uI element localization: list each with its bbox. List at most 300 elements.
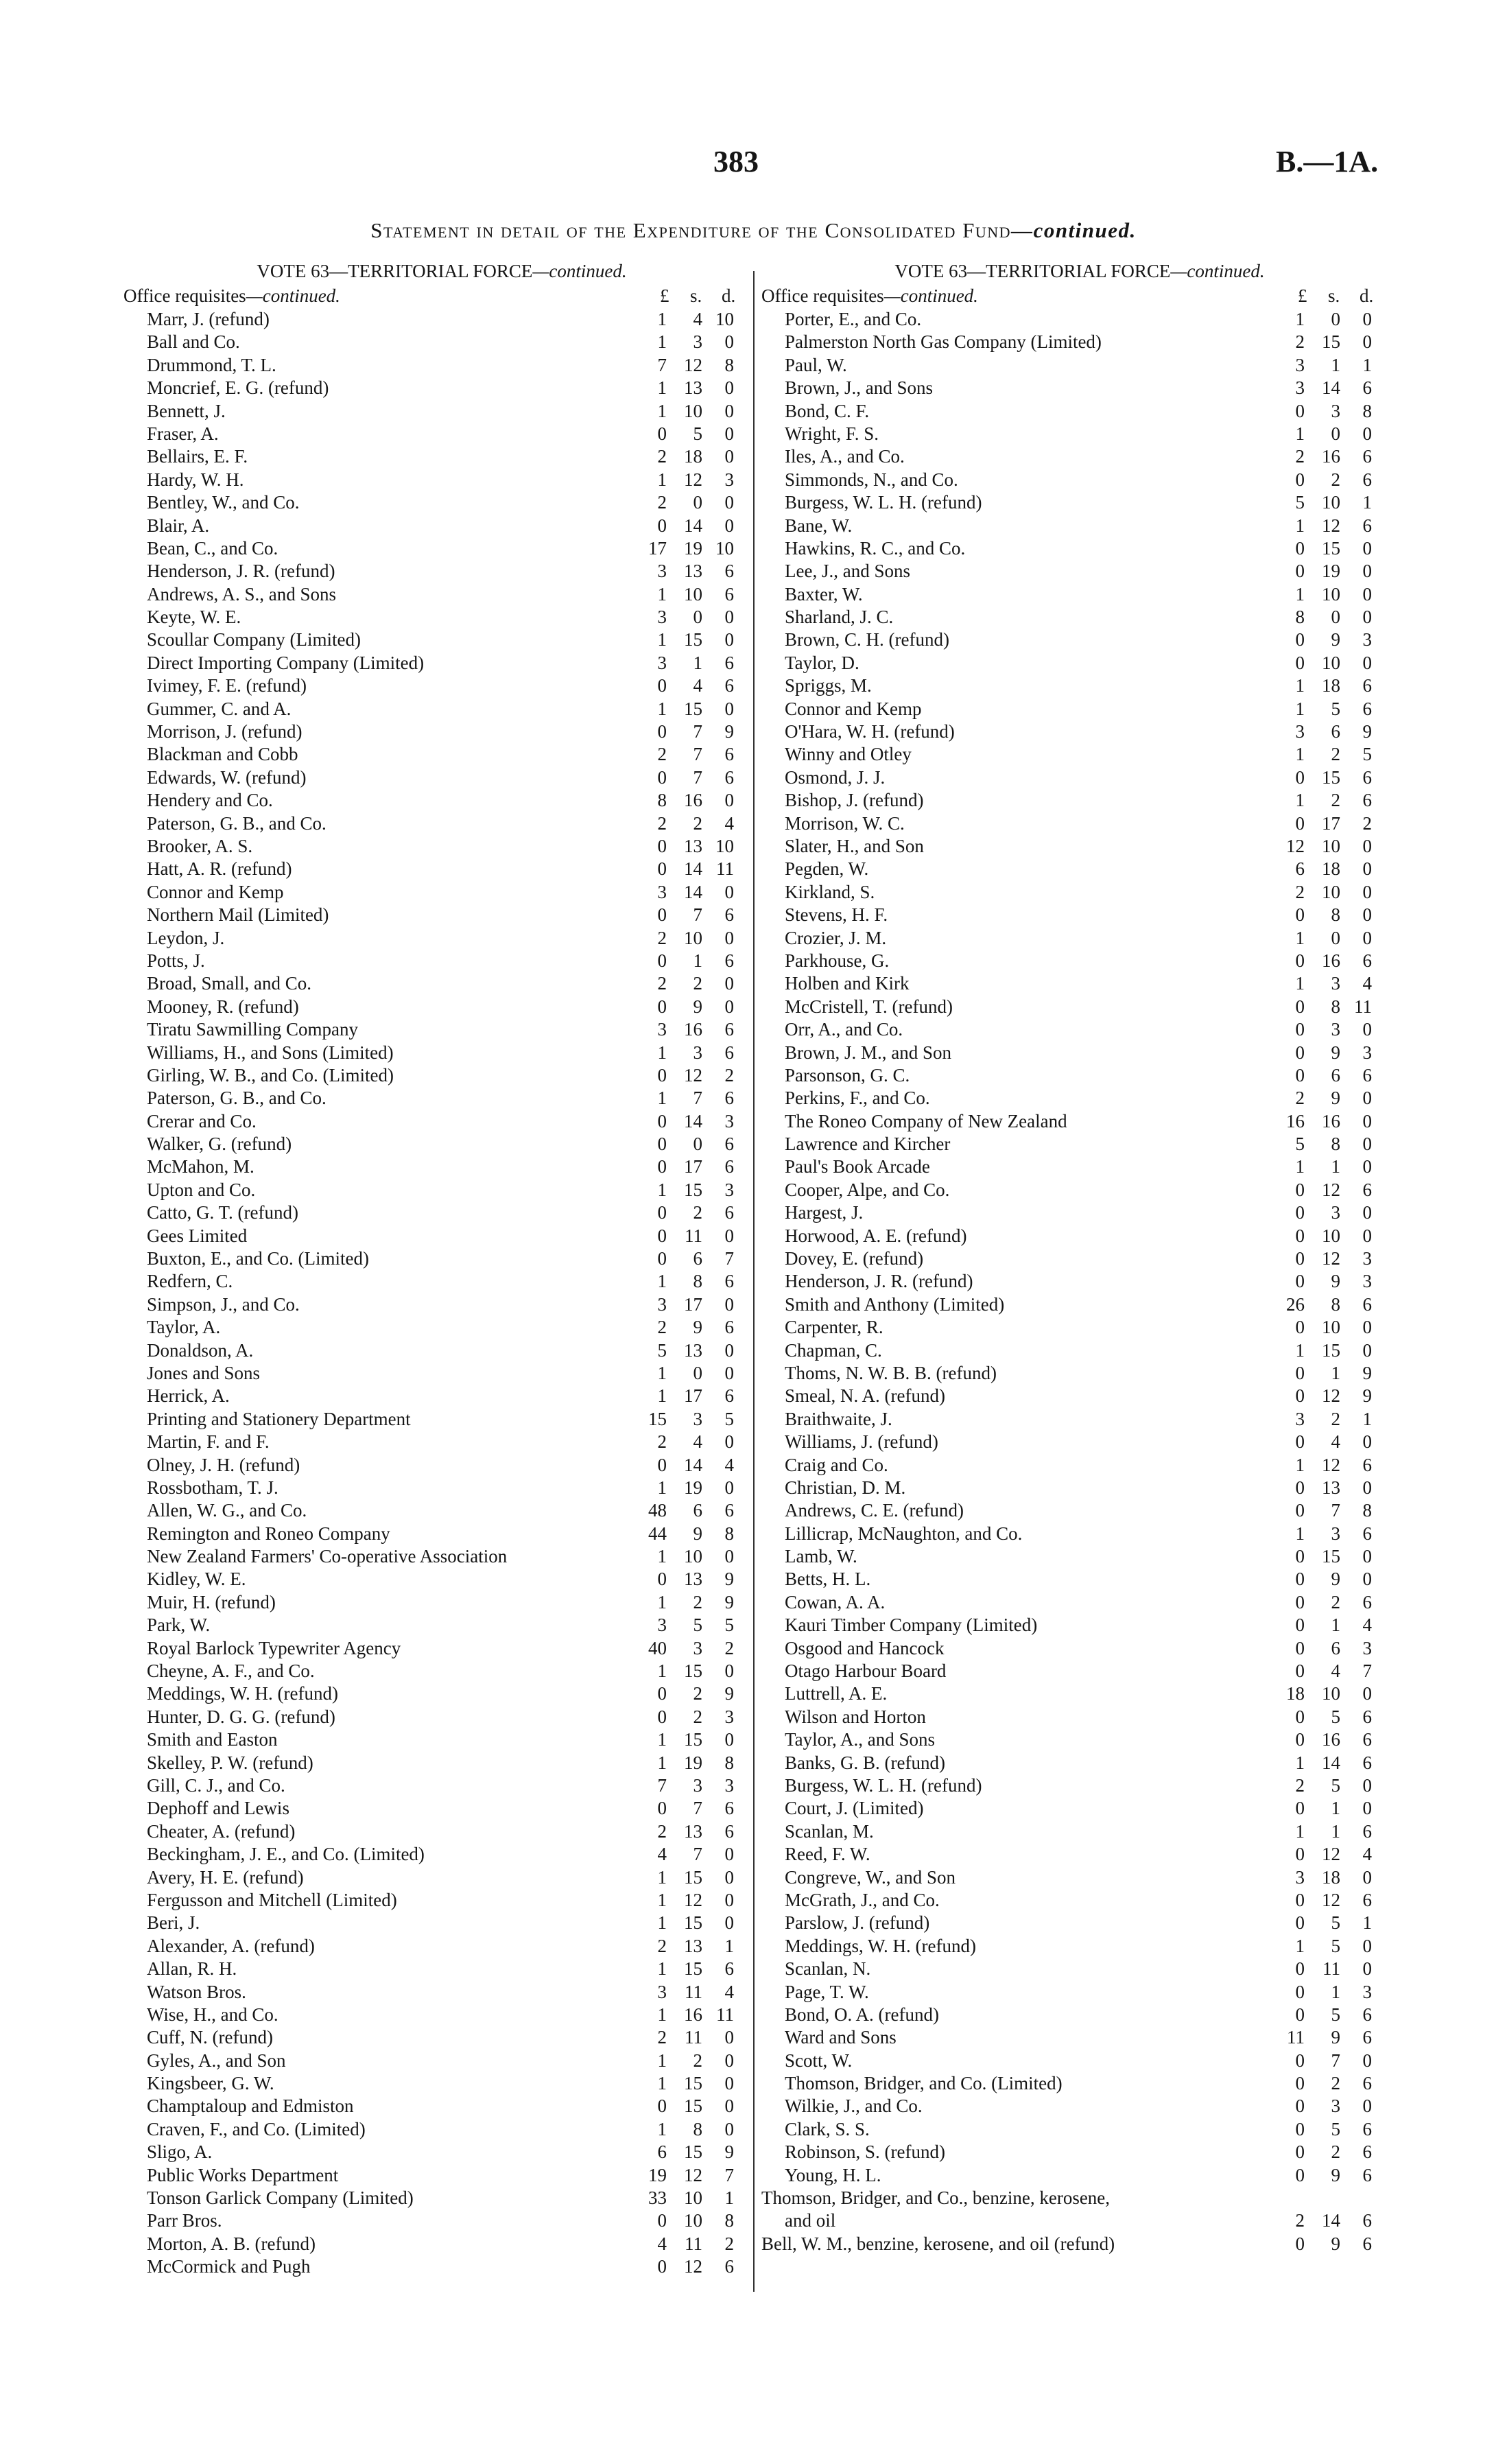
expense-row bbox=[761, 858, 1398, 880]
amount-pence: 6 bbox=[1362, 2164, 1372, 2185]
amount-shillings: 19 bbox=[684, 1752, 702, 1773]
payee-name: Page, T. W. bbox=[785, 1981, 869, 2002]
amount-shillings: 5 bbox=[1331, 1912, 1340, 1934]
amount-pence: 0 bbox=[724, 423, 734, 444]
amount-pounds: 1 bbox=[657, 629, 667, 650]
expense-row bbox=[761, 2187, 1398, 2209]
amount-shillings: 1 bbox=[1331, 1362, 1340, 1383]
payee-name: Lawrence and Kircher bbox=[785, 1134, 951, 1155]
amount-pence: 1 bbox=[1362, 1408, 1372, 1429]
amount-pounds: 0 bbox=[1295, 537, 1305, 559]
amount-shillings: 12 bbox=[684, 2164, 702, 2185]
amount-pounds: 2 bbox=[1295, 446, 1305, 467]
amount-shillings: 10 bbox=[1322, 652, 1340, 673]
amount-pence: 0 bbox=[724, 515, 734, 536]
amount-pence: 5 bbox=[724, 1408, 734, 1429]
payee-name: Holben and Kirk bbox=[785, 973, 910, 994]
amount-pounds: 1 bbox=[657, 1729, 667, 1750]
amount-pounds: 0 bbox=[657, 675, 667, 696]
amount-shillings: 4 bbox=[693, 1431, 702, 1453]
amount-pence: 9 bbox=[1362, 721, 1372, 742]
amount-shillings: 4 bbox=[1331, 1661, 1340, 1682]
amount-pounds: 2 bbox=[657, 973, 667, 994]
amount-pounds: 1 bbox=[1295, 790, 1305, 811]
amount-pounds: 0 bbox=[1295, 1248, 1305, 1269]
payee-name: Public Works Department bbox=[147, 2164, 339, 2185]
expense-row bbox=[761, 1087, 1398, 1110]
amount-shillings: 14 bbox=[684, 858, 702, 880]
amount-pounds: 0 bbox=[657, 1064, 667, 1086]
amount-pounds: 3 bbox=[1295, 377, 1305, 399]
amount-pounds: 0 bbox=[657, 2210, 667, 2231]
amount-shillings: 13 bbox=[684, 377, 702, 399]
amount-pence: 6 bbox=[1362, 515, 1372, 536]
amount-shillings: 11 bbox=[685, 1981, 702, 2002]
amount-pence: 9 bbox=[724, 721, 734, 742]
amount-shillings: 7 bbox=[693, 1798, 702, 1819]
amount-pence: 6 bbox=[1362, 1293, 1372, 1315]
amount-pence: 0 bbox=[1362, 2050, 1372, 2071]
amount-shillings: 16 bbox=[1322, 1729, 1340, 1750]
amount-shillings: 0 bbox=[693, 492, 702, 513]
amount-pence: 8 bbox=[724, 354, 734, 375]
payee-name: Hawkins, R. C., and Co. bbox=[785, 537, 966, 559]
expense-row bbox=[123, 1499, 760, 1522]
amount-shillings: 9 bbox=[1331, 2027, 1340, 2048]
expense-row bbox=[761, 1133, 1398, 1155]
amount-pence: 0 bbox=[1362, 1798, 1372, 1819]
amount-pounds: 0 bbox=[1295, 1981, 1305, 2002]
amount-shillings: 14 bbox=[684, 1454, 702, 1475]
amount-pence: 0 bbox=[724, 1889, 734, 1910]
expense-row bbox=[761, 812, 1398, 835]
amount-pence: 6 bbox=[1362, 2142, 1372, 2163]
expense-row bbox=[761, 469, 1398, 491]
amount-shillings: 15 bbox=[684, 1912, 702, 1934]
payee-name: Remington and Roneo Company bbox=[147, 1523, 390, 1544]
expense-row bbox=[123, 2072, 760, 2095]
amount-shillings: 7 bbox=[693, 1088, 702, 1109]
amount-shillings: 12 bbox=[684, 1064, 702, 1086]
amount-pence: 0 bbox=[724, 629, 734, 650]
amount-pounds: 1 bbox=[1295, 423, 1305, 444]
amount-pence: 3 bbox=[1362, 1271, 1372, 1292]
expense-row bbox=[123, 1660, 760, 1682]
amount-shillings: 15 bbox=[684, 698, 702, 719]
amount-pence: 0 bbox=[1362, 1477, 1372, 1498]
amount-pounds: 0 bbox=[657, 515, 667, 536]
amount-pounds: 0 bbox=[1295, 629, 1305, 650]
payee-name: Christian, D. M. bbox=[785, 1477, 906, 1498]
expense-row bbox=[123, 1293, 760, 1316]
amount-pounds: 1 bbox=[657, 1179, 667, 1200]
payee-name: Dovey, E. (refund) bbox=[785, 1248, 924, 1269]
expense-row bbox=[123, 1408, 760, 1431]
amount-pence: 10 bbox=[715, 309, 734, 329]
amount-pence: 3 bbox=[1362, 629, 1372, 650]
expense-row bbox=[123, 1087, 760, 1110]
amount-shillings: 2 bbox=[1331, 2073, 1340, 2094]
amount-pence: 0 bbox=[1362, 1431, 1372, 1453]
payee-name: Beckingham, J. E., and Co. (Limited) bbox=[147, 1844, 425, 1865]
amount-shillings: 0 bbox=[1331, 927, 1340, 948]
payee-name: Braithwaite, J. bbox=[785, 1408, 892, 1429]
expense-row bbox=[761, 1706, 1398, 1728]
expense-row bbox=[761, 1270, 1398, 1293]
amount-shillings: 19 bbox=[684, 537, 702, 559]
payee-name: Edwards, W. (refund) bbox=[147, 766, 307, 788]
expense-row bbox=[123, 2255, 760, 2278]
expense-row bbox=[123, 1155, 760, 1178]
amount-pounds: 0 bbox=[1295, 1912, 1305, 1934]
amount-pounds: 1 bbox=[1295, 1156, 1305, 1177]
amount-shillings: 9 bbox=[1331, 1042, 1340, 1063]
expense-row bbox=[123, 354, 760, 377]
amount-shillings: 10 bbox=[684, 2187, 702, 2209]
section-header bbox=[761, 285, 1398, 308]
amount-pence: 6 bbox=[1362, 469, 1372, 490]
expense-row bbox=[123, 1179, 760, 1201]
page-number: 383 bbox=[713, 145, 759, 178]
amount-shillings: 15 bbox=[1322, 766, 1340, 788]
expense-row bbox=[761, 583, 1398, 606]
amount-shillings: 10 bbox=[684, 2210, 702, 2231]
payee-name: Gummer, C. and A. bbox=[147, 698, 292, 719]
amount-pence: 6 bbox=[1362, 446, 1372, 467]
expense-row bbox=[123, 491, 760, 514]
amount-pounds: 3 bbox=[657, 652, 667, 673]
amount-pounds: 3 bbox=[657, 1293, 667, 1315]
amount-pence: 0 bbox=[1362, 1317, 1372, 1338]
amount-pounds: 0 bbox=[657, 1110, 667, 1131]
amount-shillings: 16 bbox=[684, 1019, 702, 1040]
expense-row bbox=[761, 996, 1398, 1018]
amount-shillings: 9 bbox=[693, 1317, 702, 1338]
amount-pence: 6 bbox=[1362, 1820, 1372, 1842]
amount-pence: 7 bbox=[724, 2164, 734, 2185]
amount-pounds: 0 bbox=[657, 721, 667, 742]
vote-heading bbox=[123, 257, 760, 285]
expense-row bbox=[123, 2118, 760, 2141]
payee-name: Scanlan, N. bbox=[785, 1958, 871, 1980]
expense-row bbox=[761, 1682, 1398, 1705]
amount-pence: 6 bbox=[1362, 1706, 1372, 1727]
expense-row bbox=[761, 1454, 1398, 1477]
payee-name: Luttrell, A. E. bbox=[785, 1683, 888, 1704]
expense-row bbox=[123, 515, 760, 537]
amount-pounds: 1 bbox=[1295, 583, 1305, 605]
payee-name: Gill, C. J., and Co. bbox=[147, 1775, 285, 1796]
expense-row bbox=[123, 1385, 760, 1407]
amount-shillings: 15 bbox=[1322, 1339, 1340, 1361]
right-entries bbox=[761, 308, 1398, 2187]
amount-pounds: 1 bbox=[1295, 675, 1305, 696]
amount-pence: 11 bbox=[1354, 996, 1372, 1017]
payee-name: Allen, W. G., and Co. bbox=[147, 1500, 307, 1521]
expense-row bbox=[123, 2187, 760, 2209]
amount-pounds: 3 bbox=[657, 561, 667, 582]
expense-row bbox=[123, 331, 760, 353]
amount-pounds: 1 bbox=[657, 1088, 667, 1109]
amount-pounds: 0 bbox=[1295, 652, 1305, 673]
expense-row bbox=[123, 1225, 760, 1247]
payee-name: Tonson Garlick Company (Limited) bbox=[147, 2187, 414, 2209]
amount-pounds: 1 bbox=[657, 1362, 667, 1383]
amount-shillings: 14 bbox=[1322, 377, 1340, 399]
amount-pence: 0 bbox=[724, 1225, 734, 1246]
amount-pence: 0 bbox=[724, 1546, 734, 1567]
amount-shillings: 15 bbox=[684, 1179, 702, 1200]
amount-shillings: 15 bbox=[684, 629, 702, 650]
amount-pence: 0 bbox=[724, 996, 734, 1017]
amount-pounds: 0 bbox=[1295, 1477, 1305, 1498]
expense-row bbox=[761, 308, 1398, 331]
amount-pence: 0 bbox=[724, 1431, 734, 1453]
amount-shillings: 12 bbox=[1322, 1454, 1340, 1475]
amount-shillings: 13 bbox=[684, 1820, 702, 1842]
amount-shillings: 7 bbox=[693, 721, 702, 742]
expense-row bbox=[123, 1797, 760, 1820]
payee-name: Broad, Small, and Co. bbox=[147, 973, 311, 994]
amount-shillings: 18 bbox=[1322, 858, 1340, 880]
amount-pounds: 1 bbox=[1295, 1523, 1305, 1544]
expense-row bbox=[761, 354, 1398, 377]
payee-name: Cooper, Alpe, and Co. bbox=[785, 1179, 950, 1200]
amount-pounds: 15 bbox=[648, 1408, 667, 1429]
expense-row bbox=[123, 1316, 760, 1339]
amount-shillings: 8 bbox=[1331, 1134, 1340, 1155]
payee-name: Paterson, G. B., and Co. bbox=[147, 1088, 327, 1109]
right-column bbox=[761, 257, 1398, 2255]
amount-shillings: 1 bbox=[693, 950, 702, 971]
amount-pounds: 2 bbox=[657, 1820, 667, 1842]
amount-shillings: 3 bbox=[693, 331, 702, 353]
payee-name: Orr, A., and Co. bbox=[785, 1019, 903, 1040]
expense-row bbox=[123, 1568, 760, 1591]
amount-shillings: 2 bbox=[1331, 744, 1340, 765]
amount-pence: 8 bbox=[724, 1523, 734, 1544]
amount-pence: 0 bbox=[1362, 1110, 1372, 1131]
amount-shillings: 8 bbox=[1331, 996, 1340, 1017]
expense-row bbox=[123, 400, 760, 423]
amount-pence: 0 bbox=[724, 790, 734, 811]
amount-shillings: 2 bbox=[1331, 2142, 1340, 2163]
amount-shillings: 0 bbox=[693, 1134, 702, 1155]
amount-pounds: 0 bbox=[657, 2256, 667, 2277]
payee-name: Brown, J., and Sons bbox=[785, 377, 934, 399]
amount-shillings: 7 bbox=[693, 744, 702, 765]
payee-name: Young, H. L. bbox=[785, 2164, 881, 2185]
amount-shillings: 12 bbox=[1322, 1889, 1340, 1910]
amount-pence: 6 bbox=[724, 904, 734, 926]
payee-name: Meddings, W. H. (refund) bbox=[785, 1935, 976, 1956]
payee-name: Cheater, A. (refund) bbox=[147, 1820, 296, 1842]
amount-shillings: 3 bbox=[1331, 2096, 1340, 2117]
pence-header: d. bbox=[1360, 285, 1374, 306]
expense-row bbox=[761, 537, 1398, 560]
payee-name: Andrews, A. S., and Sons bbox=[147, 583, 337, 605]
amount-pence: 0 bbox=[724, 2050, 734, 2071]
expense-row bbox=[761, 1912, 1398, 1934]
payee-name: Baxter, W. bbox=[785, 583, 863, 605]
amount-pence: 0 bbox=[1362, 1569, 1372, 1590]
amount-pence: 4 bbox=[724, 1981, 734, 2002]
expense-row bbox=[761, 2233, 1398, 2255]
payee-name: Fergusson and Mitchell (Limited) bbox=[147, 1889, 397, 1910]
amount-pence: 1 bbox=[1362, 1912, 1372, 1934]
expense-row bbox=[123, 1958, 760, 1980]
expense-row bbox=[761, 1179, 1398, 1201]
payee-name: Bean, C., and Co. bbox=[147, 537, 278, 559]
payee-name: Spriggs, M. bbox=[785, 675, 872, 696]
amount-pence: 0 bbox=[724, 973, 734, 994]
payee-name: Upton and Co. bbox=[147, 1179, 256, 1200]
amount-pounds: 0 bbox=[1295, 1362, 1305, 1383]
expense-row bbox=[761, 2026, 1398, 2049]
expense-row bbox=[761, 331, 1398, 353]
amount-pounds: 7 bbox=[657, 1775, 667, 1796]
expense-row bbox=[761, 1614, 1398, 1636]
payee-name: Scanlan, M. bbox=[785, 1820, 874, 1842]
expense-row bbox=[761, 1477, 1398, 1499]
amount-pounds: 3 bbox=[657, 1615, 667, 1636]
expense-row bbox=[123, 1866, 760, 1889]
amount-pence: 6 bbox=[724, 1958, 734, 1980]
expense-row bbox=[761, 1545, 1398, 1568]
payee-name: Scott, W. bbox=[785, 2050, 853, 2071]
amount-shillings: 15 bbox=[684, 2096, 702, 2117]
amount-pounds: 2 bbox=[1295, 331, 1305, 353]
payee-name: Craven, F., and Co. (Limited) bbox=[147, 2118, 366, 2139]
amount-shillings: 7 bbox=[693, 904, 702, 926]
payee-name: Osgood and Hancock bbox=[785, 1637, 945, 1658]
amount-shillings: 3 bbox=[693, 1775, 702, 1796]
amount-pence: 3 bbox=[724, 1110, 734, 1131]
payee-name: Henderson, J. R. (refund) bbox=[147, 561, 335, 582]
expense-row bbox=[761, 1339, 1398, 1362]
expense-row bbox=[761, 1935, 1398, 1958]
expense-row bbox=[761, 1293, 1398, 1316]
amount-pence: 0 bbox=[724, 1339, 734, 1361]
payee-name: Bentley, W., and Co. bbox=[147, 492, 300, 513]
amount-pence: 6 bbox=[724, 583, 734, 605]
payee-name: Mooney, R. (refund) bbox=[147, 996, 299, 1017]
amount-pence: 4 bbox=[1362, 973, 1372, 994]
expense-row bbox=[761, 1637, 1398, 1660]
expense-row bbox=[761, 972, 1398, 995]
payee-name: Hatt, A. R. (refund) bbox=[147, 858, 292, 880]
payee-name: Sligo, A. bbox=[147, 2142, 213, 2163]
expense-row bbox=[123, 1682, 760, 1705]
amount-shillings: 1 bbox=[693, 652, 702, 673]
amount-shillings: 12 bbox=[1322, 1844, 1340, 1865]
amount-pence: 0 bbox=[724, 2027, 734, 2048]
amount-pence: 0 bbox=[724, 881, 734, 902]
amount-pence: 0 bbox=[1362, 1683, 1372, 1704]
amount-pounds: 3 bbox=[1295, 721, 1305, 742]
amount-shillings: 15 bbox=[684, 1958, 702, 1980]
amount-pounds: 0 bbox=[657, 1798, 667, 1819]
amount-shillings: 15 bbox=[684, 1661, 702, 1682]
amount-shillings: 9 bbox=[1331, 629, 1340, 650]
amount-shillings: 15 bbox=[684, 2073, 702, 2094]
amount-shillings: 15 bbox=[684, 1729, 702, 1750]
expense-row bbox=[761, 904, 1398, 926]
payee-name: Bond, O. A. (refund) bbox=[785, 2004, 939, 2025]
payee-name: Brooker, A. S. bbox=[147, 835, 253, 856]
amount-pounds: 0 bbox=[1295, 1225, 1305, 1246]
amount-pounds: 1 bbox=[657, 698, 667, 719]
expense-row bbox=[761, 927, 1398, 950]
amount-pence: 1 bbox=[724, 2187, 734, 2209]
amount-shillings: 16 bbox=[684, 2004, 702, 2025]
vote-main: VOTE 63—TERRITORIAL FORCE bbox=[257, 261, 533, 281]
amount-pence: 6 bbox=[724, 1202, 734, 1223]
payee-name: Iles, A., and Co. bbox=[785, 446, 905, 467]
amount-shillings: 2 bbox=[693, 1683, 702, 1704]
shillings-header: s. bbox=[690, 285, 702, 306]
vote-continued: —continued. bbox=[1170, 261, 1265, 281]
amount-pounds: 0 bbox=[1295, 2142, 1305, 2163]
amount-pence: 2 bbox=[724, 1064, 734, 1086]
amount-pence: 0 bbox=[1362, 1156, 1372, 1177]
payee-name: Simmonds, N., and Co. bbox=[785, 469, 958, 490]
amount-shillings: 1 bbox=[1331, 1615, 1340, 1636]
expense-row bbox=[761, 560, 1398, 583]
payee-name: Printing and Stationery Department bbox=[147, 1408, 411, 1429]
payee-name: Williams, H., and Sons (Limited) bbox=[147, 1042, 394, 1063]
payee-name: Ball and Co. bbox=[147, 331, 240, 353]
payee-name: Smeal, N. A. (refund) bbox=[785, 1385, 945, 1407]
amount-pence: 4 bbox=[724, 1454, 734, 1475]
amount-pence: 9 bbox=[724, 2142, 734, 2163]
expense-row bbox=[761, 2050, 1398, 2072]
amount-pounds: 2 bbox=[1295, 1088, 1305, 1109]
payee-name: Morrison, W. C. bbox=[785, 812, 905, 834]
expense-row bbox=[123, 1912, 760, 1934]
amount-shillings: 12 bbox=[1322, 1248, 1340, 1269]
expense-row bbox=[123, 1614, 760, 1636]
amount-pence: 0 bbox=[724, 377, 734, 399]
amount-pence: 6 bbox=[724, 950, 734, 971]
payee-name: Bishop, J. (refund) bbox=[785, 790, 924, 811]
amount-pence: 6 bbox=[724, 1156, 734, 1177]
amount-pence: 6 bbox=[1362, 675, 1372, 696]
expense-row bbox=[761, 674, 1398, 697]
amount-shillings: 16 bbox=[684, 790, 702, 811]
payee-name: Herrick, A. bbox=[147, 1385, 230, 1407]
section-title bbox=[761, 285, 978, 307]
amount-shillings: 0 bbox=[1331, 607, 1340, 628]
payee-name: Kingsbeer, G. W. bbox=[147, 2073, 274, 2094]
amount-shillings: 10 bbox=[684, 1546, 702, 1567]
amount-shillings: 10 bbox=[1322, 1683, 1340, 1704]
amount-shillings: 10 bbox=[684, 583, 702, 605]
amount-pounds: 0 bbox=[1295, 1889, 1305, 1910]
amount-pence: 0 bbox=[1362, 858, 1372, 880]
amount-pence: 8 bbox=[1362, 1500, 1372, 1521]
expense-row bbox=[123, 445, 760, 468]
section-title bbox=[123, 285, 340, 307]
amount-pence: 3 bbox=[1362, 1042, 1372, 1063]
amount-shillings: 6 bbox=[1331, 1064, 1340, 1086]
amount-pence: 5 bbox=[724, 1615, 734, 1636]
amount-pence: 0 bbox=[1362, 2096, 1372, 2117]
expense-row bbox=[123, 950, 760, 972]
expense-row bbox=[761, 2209, 1398, 2232]
amount-pounds: 17 bbox=[648, 537, 667, 559]
amount-shillings: 9 bbox=[1331, 1569, 1340, 1590]
